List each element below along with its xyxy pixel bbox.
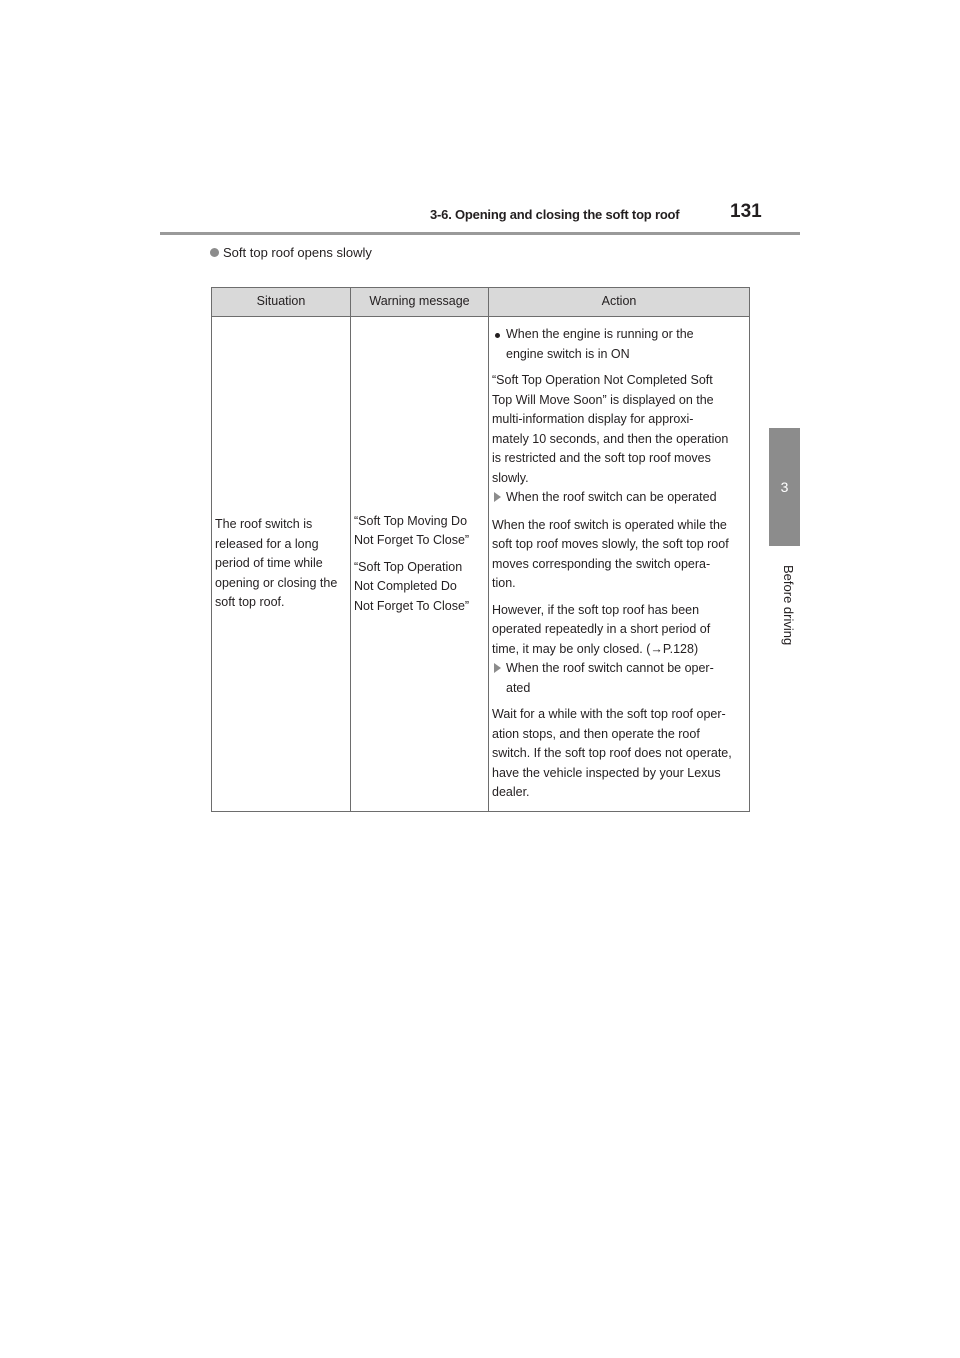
action-line: Wait for a while with the soft top roof oper- — [492, 707, 726, 721]
action-line: ation stops, and then operate the roof — [492, 726, 700, 741]
action-paragraph-2 — [492, 516, 745, 594]
action-line: When the engine is running or the — [506, 327, 694, 341]
action-line: dealer. — [492, 785, 530, 799]
action-cell — [489, 317, 750, 812]
table-row — [212, 317, 750, 812]
header-situation: Situation — [212, 288, 351, 317]
action-paragraph-1 — [492, 371, 745, 488]
dot-bullet-icon — [495, 333, 500, 338]
side-tab-number: 3 — [769, 428, 800, 546]
section-heading-text: Soft top roof opens slowly — [223, 245, 372, 260]
warning-line: “Soft Top Operation — [354, 559, 463, 574]
action-line: mately 10 seconds, and then the operation — [492, 431, 729, 446]
action-line: have the vehicle inspected by your Lexus — [492, 765, 721, 780]
situation-line: period of time while — [215, 556, 323, 570]
section-heading — [210, 245, 372, 260]
action-line: “Soft Top Operation Not Completed Soft — [492, 373, 713, 387]
page-number: 131 — [730, 201, 762, 222]
condition-engine-on — [492, 325, 745, 364]
info-table — [211, 287, 750, 812]
header-action: Action — [489, 288, 750, 317]
table-header-row — [212, 288, 750, 317]
action-line: multi-information display for approxi- — [492, 412, 694, 426]
condition-switch-not-operable — [492, 659, 745, 698]
action-line: However, if the soft top roof has been — [492, 602, 700, 617]
action-line: engine switch is in ON — [506, 346, 630, 361]
triangle-bullet-icon — [494, 663, 501, 673]
warning-line: Not Forget To Close” — [354, 533, 470, 547]
side-tab-label: Before driving — [781, 564, 796, 646]
situation-line: released for a long — [215, 536, 319, 551]
situation-line: opening or closing the — [215, 575, 338, 590]
action-line: ated — [506, 680, 531, 695]
circle-bullet-icon — [210, 248, 219, 257]
warning-message-2 — [354, 558, 485, 617]
action-line: time, it may be only closed. (→P.128) — [492, 641, 699, 656]
action-line: operated repeatedly in a short period of — [492, 622, 711, 636]
action-line: When the roof switch can be operated — [506, 490, 717, 504]
header-warning-message: Warning message — [351, 288, 489, 317]
condition-switch-operable — [492, 488, 745, 509]
situation-cell — [212, 317, 351, 812]
action-paragraph-4 — [492, 705, 745, 803]
action-line: is restricted and the soft top roof moves — [492, 451, 711, 465]
action-line: When the roof switch is operated while the — [492, 517, 727, 532]
chapter-title: 3-6. Opening and closing the soft top roof — [430, 207, 680, 222]
warning-line: Not Forget To Close” — [354, 598, 470, 613]
warning-message-cell — [351, 317, 489, 812]
action-line: switch. If the soft top roof does not operate, — [492, 746, 732, 760]
warning-line: “Soft Top Moving Do — [354, 513, 468, 528]
action-line: moves corresponding the switch opera- — [492, 556, 711, 571]
warning-line: Not Completed Do — [354, 579, 457, 593]
triangle-bullet-icon — [494, 492, 501, 502]
situation-line: The roof switch is — [215, 517, 313, 531]
situation-line: soft top roof. — [215, 595, 285, 609]
action-line: Top Will Move Soon” is displayed on the — [492, 392, 714, 407]
action-paragraph-3 — [492, 601, 745, 660]
header-rule — [160, 232, 800, 235]
action-line: When the roof switch cannot be oper- — [506, 661, 714, 675]
warning-message-1 — [354, 512, 485, 551]
action-line: soft top roof moves slowly, the soft top roof — [492, 537, 729, 551]
action-line: tion. — [492, 576, 516, 590]
action-line: slowly. — [492, 470, 529, 485]
